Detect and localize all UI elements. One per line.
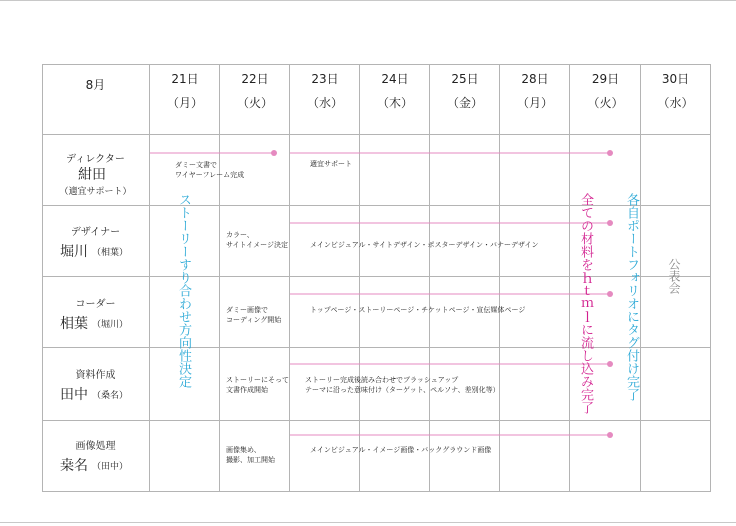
task-director-support: 適宜サポート bbox=[310, 160, 352, 168]
milestone-presentation: 公表会 bbox=[667, 258, 681, 294]
task-image-main: メインビジュアル・イメージ画像・バックグラウンド画像 bbox=[310, 446, 492, 454]
row-name-image: 桒名 bbox=[60, 458, 88, 474]
day-header-28: 28日 bbox=[521, 72, 549, 86]
month-header: 8月 bbox=[85, 78, 106, 92]
weekday-header-24: （木） bbox=[376, 96, 413, 110]
day-header-30: 30日 bbox=[661, 72, 690, 86]
weekday-header-22: （火） bbox=[236, 96, 273, 110]
row-sub-docs: （桑名） bbox=[92, 391, 129, 401]
task-docs-main: ストーリー完成後読み合わせでブラッシュアップ テーマに沿った意味付け（ターゲット、ペルソナ、差別化等） bbox=[305, 376, 500, 394]
weekday-header-28: （月） bbox=[516, 96, 553, 110]
row-role-director: ディレクター bbox=[66, 154, 125, 165]
row-sub-designer: （相葉） bbox=[92, 248, 129, 258]
row-name-coder: 相葉 bbox=[60, 316, 88, 332]
task-coder-main: トップページ・ストーリーページ・チケットページ・宣伝媒体ページ bbox=[310, 306, 526, 314]
row-name-designer: 堀川 bbox=[60, 244, 88, 260]
row-role-designer: デザイナー bbox=[70, 227, 121, 238]
weekday-header-21: （月） bbox=[166, 96, 203, 110]
weekday-header-30: （水） bbox=[657, 96, 694, 110]
task-image-prep: 画像集め、 撮影、加工開始 bbox=[226, 446, 275, 464]
milestone-materials-complete: 全ての材料をｈｔｍｌに流し込み完了 bbox=[578, 193, 593, 414]
milestone-portfolio-tagging: 各自ポートフォリオにタグ付け完了 bbox=[624, 193, 639, 401]
day-header-23: 23日 bbox=[311, 72, 339, 86]
row-role-docs: 資料作成 bbox=[75, 370, 116, 381]
milestone-story-decision: ストーリーすり合わせ方向性決定 bbox=[176, 193, 191, 388]
weekday-header-25: （金） bbox=[446, 96, 483, 110]
row-sub-image: （田中） bbox=[92, 462, 129, 472]
day-header-25: 25日 bbox=[451, 72, 479, 86]
row-role-coder: コーダー bbox=[75, 299, 116, 310]
task-docs-prep: ストーリーにそって 文書作成開始 bbox=[226, 376, 289, 394]
task-director-prep: ダミー文書で ワイヤーフレーム完成 bbox=[175, 161, 245, 179]
row-name-docs: 田中 bbox=[60, 387, 88, 403]
task-designer-prep: カラー、 サイトイメージ決定 bbox=[226, 231, 288, 249]
weekday-header-23: （水） bbox=[306, 96, 343, 110]
milestone-dot bbox=[607, 291, 613, 297]
milestone-dot bbox=[607, 432, 613, 438]
milestone-dot bbox=[607, 361, 613, 367]
milestone-dot bbox=[271, 150, 277, 156]
day-header-24: 24日 bbox=[381, 72, 409, 86]
day-header-29: 29日 bbox=[591, 72, 620, 86]
milestone-dot bbox=[607, 220, 613, 226]
row-sub-director: （適宜サポート） bbox=[59, 187, 132, 197]
row-name-director: 紺田 bbox=[78, 167, 106, 183]
table-border bbox=[43, 65, 711, 492]
day-header-22: 22日 bbox=[241, 72, 269, 86]
task-designer-main: メインビジュアル・サイトデザイン・ポスターデザイン・バナーデザイン bbox=[310, 241, 539, 249]
row-role-image: 画像処理 bbox=[75, 441, 116, 452]
task-coder-prep: ダミー画像で コーディング開始 bbox=[226, 306, 282, 324]
row-sub-coder: （堀川） bbox=[92, 320, 129, 330]
weekday-header-29: （火） bbox=[587, 96, 624, 110]
day-header-21: 21日 bbox=[171, 72, 199, 86]
milestone-dot bbox=[607, 150, 613, 156]
